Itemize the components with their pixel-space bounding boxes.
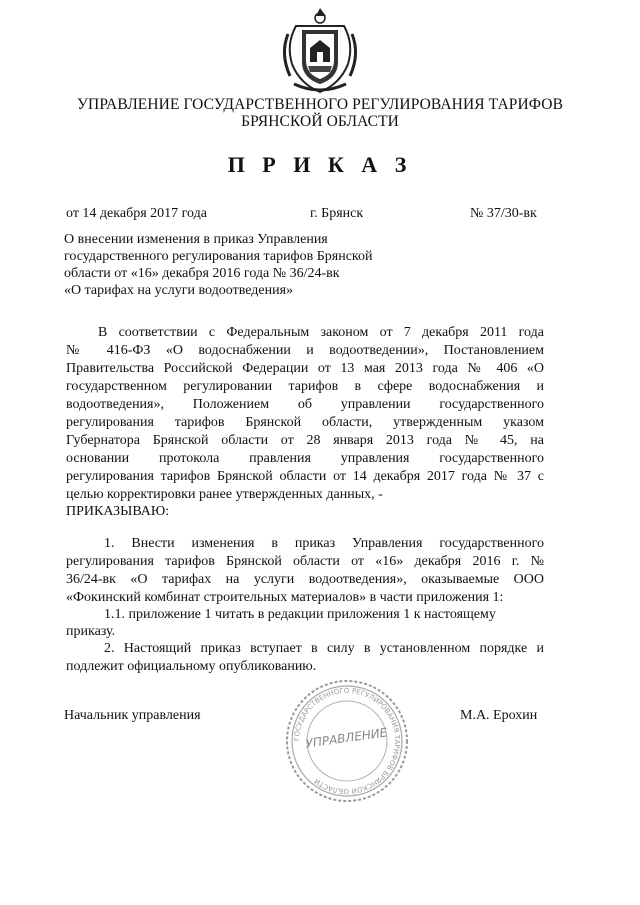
preamble-line: основании протокола правления управления государственного	[66, 451, 544, 466]
order-word: ПРИКАЗЫВАЮ:	[66, 504, 170, 519]
order-city: г. Брянск	[310, 206, 364, 221]
organization-name-line1: УПРАВЛЕНИЕ ГОСУДАРСТВЕННОГО РЕГУЛИРОВАНИЯ ТАРИФОВ	[76, 96, 564, 113]
document-type-title: П Р И К А З	[227, 152, 413, 177]
preamble-line: водоотведения», Положением об управлении государственного	[66, 397, 544, 412]
signature-name: М.А. Ерохин	[460, 708, 538, 723]
item1-line: регулирования тарифов Брянской области от «16» декабря 2016 г. №	[66, 554, 544, 569]
official-stamp	[282, 676, 412, 806]
preamble-line: № 416-ФЗ «О водоснабжении и водоотведении», Постановлением	[66, 343, 544, 358]
preamble-line: целью корректировки ранее утвержденных данных, -	[66, 487, 383, 502]
item1-line: 1. Внести изменения в приказ Управления государственного	[104, 536, 544, 551]
preamble-line: Губернатора Брянской области от 28 января 2013 года № 45, на	[66, 433, 544, 448]
order-date: от 14 декабря 2017 года	[66, 206, 207, 221]
item1-line: 36/24-вк «О тарифах на услуги водоотведения», оказываемые ООО	[66, 572, 544, 587]
item1-1-line: приказу.	[66, 624, 116, 639]
preamble-line: В соответствии с Федеральным законом от 7 декабря 2011 года	[98, 325, 544, 340]
preamble-line: Правительства Российской Федерации от 13 мая 2013 года № 406 «О	[66, 361, 544, 376]
subject-line: «О тарифах на услуги водоотведения»	[64, 283, 294, 298]
stamp-center-text: УПРАВЛЕНИЕ	[304, 725, 389, 751]
coat-of-arms-emblem	[276, 4, 364, 96]
subject-line: области от «16» декабря 2016 года № 36/24-вк	[64, 266, 340, 281]
signature-position: Начальник управления	[64, 708, 201, 723]
organization-name-line2: БРЯНСКОЙ ОБЛАСТИ	[241, 113, 399, 130]
preamble-line: регулирования тарифов Брянской области, утвержденным указом	[66, 415, 544, 430]
item2-line: 2. Настоящий приказ вступает в силу в установленном порядке и	[104, 641, 544, 656]
subject-line: государственного регулирования тарифов Брянской	[64, 249, 373, 264]
stamp-ring-text: ГОСУДАРСТВЕННОГО РЕГУЛИРОВАНИЯ ТАРИФОВ БРЯНСКОЙ ОБЛАСТИ	[292, 686, 402, 796]
subject-line: О внесении изменения в приказ Управления	[64, 232, 328, 247]
preamble-line: регулирования тарифов Брянской области от 14 декабря 2017 года № 37 с	[66, 469, 544, 484]
item1-line: «Фокинский комбинат строительных материалов» в части приложения 1:	[66, 590, 504, 605]
order-number: № 37/30-вк	[470, 206, 537, 221]
preamble-line: государственном регулировании тарифов в сфере водоснабжения и	[66, 379, 544, 394]
item1-1-line: 1.1. приложение 1 читать в редакции приложения 1 к настоящему	[104, 607, 496, 622]
item2-line: подлежит официальному опубликованию.	[66, 659, 317, 674]
